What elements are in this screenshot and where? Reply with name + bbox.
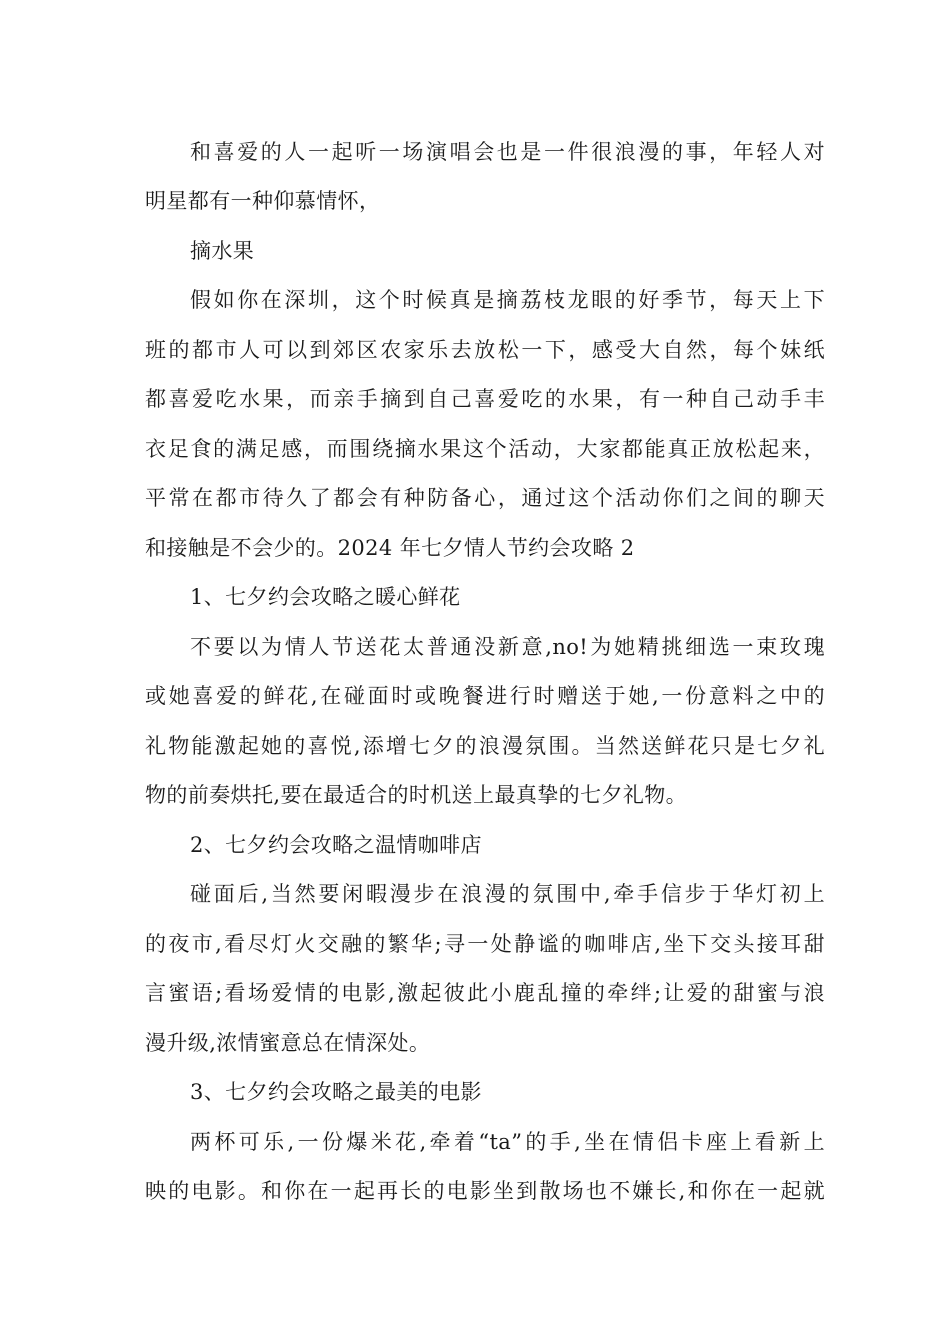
text-line: 和喜爱的人一起听一场演唱会也是一件很浪漫的事，年轻人对 — [190, 140, 825, 164]
text-line: 漫升级,浓情蜜意总在情深处。 — [145, 1031, 431, 1055]
text-line: 和接触是不会少的。2024 年七夕情人节约会攻略 2 — [145, 536, 635, 560]
section-heading: 3、七夕约会攻略之最美的电影 — [190, 1080, 482, 1104]
text-line: 衣足食的满足感，而围绕摘水果这个活动，大家都能真正放松起来， — [145, 437, 825, 461]
text-line: 明星都有一种仰慕情怀， — [145, 189, 381, 213]
text-line: 礼物能激起她的喜悦,添增七夕的浪漫氛围。当然送鲜花只是七夕礼 — [145, 734, 825, 758]
text-line: 平常在都市待久了都会有种防备心，通过这个活动你们之间的聊天 — [145, 486, 825, 510]
text-line: 的夜市,看尽灯火交融的繁华;寻一处静谧的咖啡店,坐下交头接耳甜 — [145, 932, 825, 956]
text-line: 都喜爱吃水果，而亲手摘到自己喜爱吃的水果，有一种自己动手丰 — [145, 387, 825, 411]
section-heading: 2、七夕约会攻略之温情咖啡店 — [190, 833, 482, 857]
text-line: 映的电影。和你在一起再长的电影坐到散场也不嫌长,和你在一起就 — [145, 1179, 825, 1203]
text-line: 言蜜语;看场爱情的电影,激起彼此小鹿乱撞的牵绊;让爱的甜蜜与浪 — [145, 981, 825, 1005]
text-line: 或她喜爱的鲜花,在碰面时或晚餐进行时赠送于她,一份意料之中的 — [145, 684, 825, 708]
text-line: 不要以为情人节送花太普通没新意,no!为她精挑细选一束玫瑰 — [190, 635, 825, 659]
text-line: 物的前奏烘托,要在最适合的时机送上最真挚的七夕礼物。 — [145, 783, 688, 807]
text-line: 碰面后,当然要闲暇漫步在浪漫的氛围中,牵手信步于华灯初上 — [190, 882, 825, 906]
text-line: 假如你在深圳，这个时候真是摘荔枝龙眼的好季节，每天上下 — [190, 288, 825, 312]
section-heading: 1、七夕约会攻略之暖心鲜花 — [190, 585, 461, 609]
text-line: 两杯可乐,一份爆米花,牵着“ta”的手,坐在情侣卡座上看新上 — [190, 1130, 825, 1154]
section-heading: 摘水果 — [190, 239, 255, 263]
text-line: 班的都市人可以到郊区农家乐去放松一下，感受大自然，每个妹纸 — [145, 338, 825, 362]
